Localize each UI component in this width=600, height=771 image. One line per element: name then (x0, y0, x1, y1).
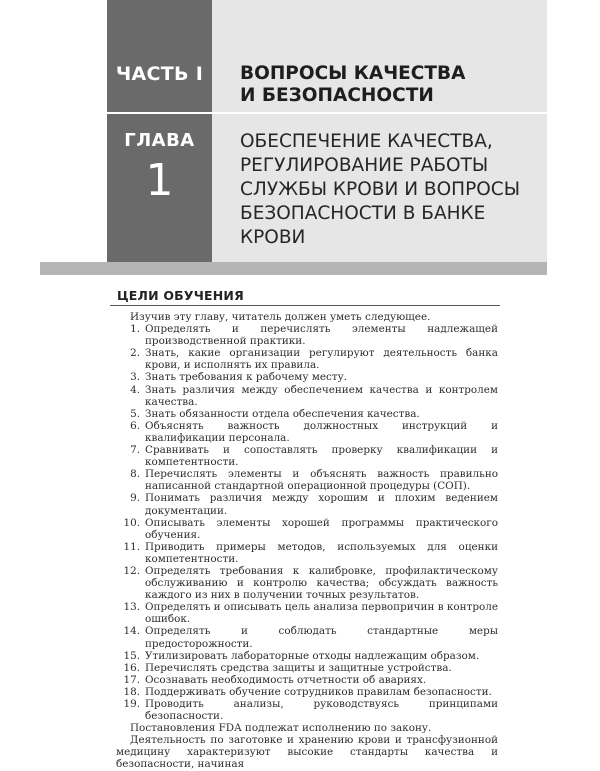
objective-text: Знать различия между обеспечением качества и контролем качества. (145, 383, 498, 408)
objective-item (116, 625, 498, 649)
objective-number: 3. (130, 371, 140, 384)
objective-number: 17. (123, 673, 140, 686)
objective-item (116, 420, 498, 444)
objective-item (116, 565, 498, 601)
objective-item (116, 686, 498, 698)
objective-number: 15. (123, 649, 140, 662)
objective-number: 7. (130, 444, 140, 457)
objective-number: 2. (130, 347, 140, 360)
objective-text: Приводить примеры методов, используемых для оценки компетентности. (145, 540, 498, 565)
objective-item (116, 662, 498, 674)
objective-number: 6. (130, 419, 140, 432)
objective-text: Знать, какие организации регулируют деятельность банка крови, и исполнять их правила. (145, 347, 498, 372)
objective-text: Понимать различия между хорошим и плохим ведением документации. (145, 492, 498, 517)
fda-note: Постановления FDA подлежат исполнению по закону. (130, 722, 432, 735)
chapter-title-line: ОБЕСПЕЧЕНИЕ КАЧЕСТВА, (240, 131, 493, 152)
objectives-intro: Изучив эту главу, читатель должен уметь следующее. (130, 311, 431, 323)
chapter-title-line: БЕЗОПАСНОСТИ В БАНКЕ (240, 203, 486, 224)
objective-item (116, 468, 498, 492)
objective-item (116, 601, 498, 625)
objective-item (116, 674, 498, 686)
objective-number: 9. (130, 492, 140, 505)
objective-number: 4. (130, 383, 140, 396)
part-title-line: И БЕЗОПАСНОСТИ (240, 85, 434, 106)
body-paragraph: Деятельность по заготовке и хранению крови и трансфузионной медицину характеризуют высокие стандарты качества и безопасности, начиная (116, 734, 498, 771)
objective-number: 16. (123, 661, 140, 674)
objective-number: 13. (123, 601, 140, 614)
objective-text: Объяснять важность должностных инструкций и квалификации персонала. (145, 419, 498, 444)
objective-number: 11. (123, 540, 140, 553)
objective-text: Утилизировать лабораторные отходы надлежащим образом. (145, 649, 480, 662)
chapter-number: 1 (145, 155, 174, 206)
objective-text: Проводить анализы, руководствуясь принципами безопасности. (145, 698, 498, 723)
objective-text: Осознавать необходимость отчетности об авариях. (145, 673, 427, 686)
objectives-heading: ЦЕЛИ ОБУЧЕНИЯ (117, 288, 244, 303)
objective-number: 19. (123, 698, 140, 710)
objectives-list (116, 323, 498, 722)
objective-item (116, 541, 498, 565)
part-title (240, 63, 540, 107)
objective-text: Определять и описывать цель анализа первопричин в контроле ошибок. (145, 601, 498, 626)
header-bottom-band (40, 262, 547, 275)
objectives-divider (110, 305, 500, 306)
objective-item (116, 323, 498, 347)
objective-number: 14. (123, 625, 140, 638)
objective-text: Знать требования к рабочему месту. (145, 371, 348, 384)
objective-text: Описывать элементы хорошей программы практического обучения. (145, 516, 498, 541)
objective-item (116, 650, 498, 662)
objectives-section (116, 311, 498, 771)
objective-number: 5. (130, 407, 140, 420)
chapter-title-line: СЛУЖБЫ КРОВИ И ВОПРОСЫ (240, 179, 521, 200)
objective-number: 12. (123, 564, 140, 577)
objective-text: Знать обязанности отдела обеспечения качества. (145, 407, 420, 420)
part-label: ЧАСТЬ I (115, 63, 204, 85)
objective-item (116, 408, 498, 420)
objective-text: Определять и соблюдать стандартные меры предосторожности. (145, 625, 498, 650)
objective-item (116, 492, 498, 516)
objective-number: 10. (123, 516, 140, 529)
body-text (116, 722, 498, 770)
objective-text: Сравнивать и сопоставлять проверку квалификации и компетентности. (145, 444, 498, 469)
chapter-title-line: РЕГУЛИРОВАНИЕ РАБОТЫ (240, 155, 489, 176)
objective-text: Определять и перечислять элементы надлежащей производственной практики. (145, 323, 498, 348)
chapter-title (240, 130, 540, 250)
chapter-label: ГЛАВА (124, 130, 195, 151)
objective-text: Поддерживать обучение сотрудников правилам безопасности. (145, 685, 492, 698)
objective-number: 1. (130, 323, 140, 336)
objective-number: 8. (130, 468, 140, 481)
objective-item (116, 517, 498, 541)
chapter-title-line: КРОВИ (240, 227, 306, 248)
part-title-line: ВОПРОСЫ КАЧЕСТВА (240, 63, 466, 84)
objective-item (116, 384, 498, 408)
objective-item (116, 371, 498, 383)
objective-number: 18. (123, 685, 140, 698)
objective-item (116, 347, 498, 371)
header-divider (107, 112, 547, 114)
objective-text: Перечислять средства защиты и защитные устройства. (145, 661, 452, 674)
objective-item (116, 444, 498, 468)
objective-text: Перечислять элементы и объяснять важность правильно написанной стандартной операционной процедуры (СОП). (145, 468, 498, 493)
objective-item (116, 698, 498, 722)
objective-text: Определять требования к калибровке, профилактическому обслуживанию и контролю качества; обсуждать важность каждого из них в получении точных результатов. (145, 564, 498, 602)
